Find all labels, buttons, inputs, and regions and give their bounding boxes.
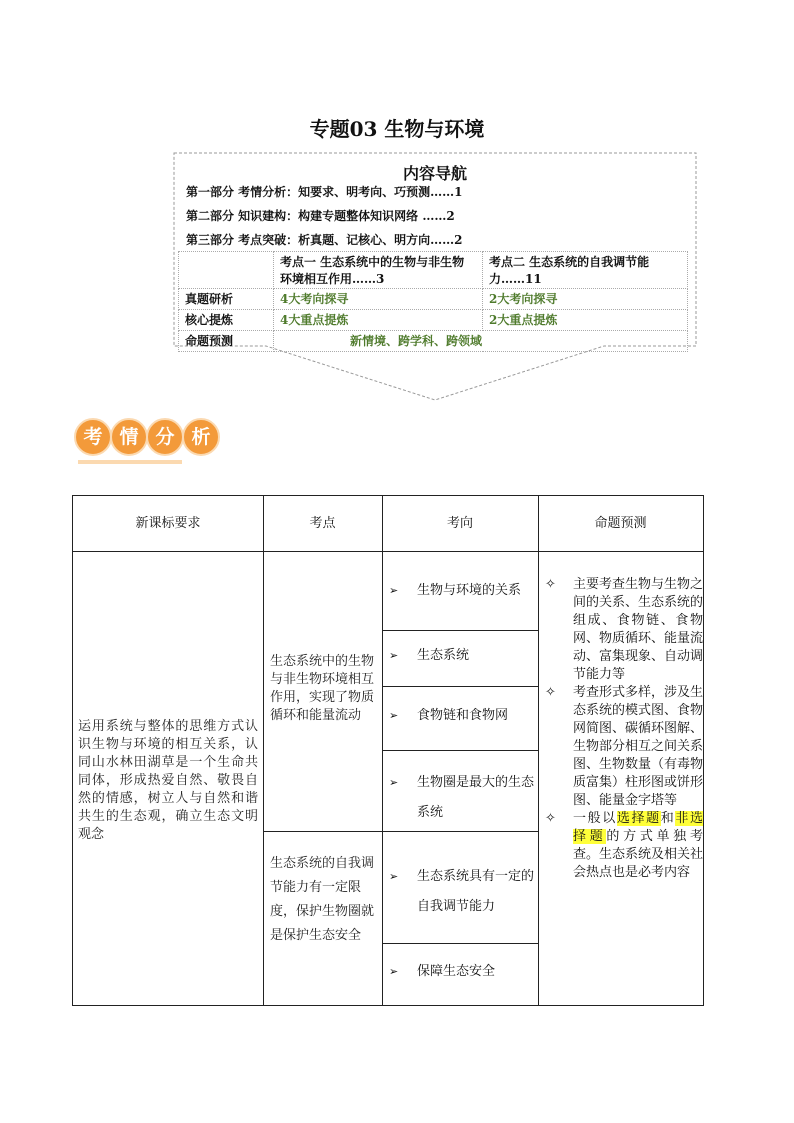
arrow-icon: ➢ — [389, 870, 399, 883]
nav-cell[interactable]: 2大考向探寻 — [483, 289, 688, 310]
arrow-icon: ➢ — [389, 776, 399, 789]
table-divider — [382, 750, 538, 751]
header-direction: 考向 — [446, 516, 473, 531]
section-banner — [74, 418, 234, 458]
prediction-list — [543, 576, 703, 882]
table-divider — [382, 630, 538, 631]
table-divider — [382, 686, 538, 687]
exam-analysis-table: 新课标要求 考点 考向 命题预测 运用系统与整体的思维方式认识生物与环境的相互关系，认同山水林田湖草是一个生命共同体，形成热爱自然、敬畏自然的情感，树立人与自然和谐共生的生态观，确立生态文明观念 生态系统中的生物与非生物环境相互作用，实现了物质循环和能量流动 生态系统的自我调节能力有一定限度，保护生物圈就是保护生态安全 ➢ 生物与环境的关系 ➢ 生态系统 ➢ 食物链和食物网 ➢ 生物圈是最大的生态系统 ➢ 生态系统具有一定的自我调节能力 ➢ 保障生态安全 ✧ 主要考查生物与生物之间的关系、生态系统的组成、食物链、食物网、物质循环、能量流动、富集现象、自动调节能力等 ✧ 考查形式多样，涉及生态系统的模式图、食物网简图、碳循环图解、生物部分相互之间关系图、生物数量（有毒物质富集）柱形图或饼形图、能量金字塔等 ✧ 一般以选择题和非选择题的方式单独考查。生态系统及相关社会热点也是必考内容 — [72, 495, 704, 1006]
header-point: 考点 — [309, 516, 336, 531]
table-divider — [538, 496, 539, 1005]
table-divider — [382, 943, 538, 944]
arrow-icon: ➢ — [389, 584, 399, 597]
nav-cell-span[interactable]: 新情境、跨学科、跨领域 — [274, 331, 688, 352]
diamond-icon: ✧ — [545, 811, 556, 826]
banner-badge: 考 — [74, 418, 112, 456]
nav-table — [178, 251, 688, 352]
point-text: 生态系统中的生物与非生物环境相互作用，实现了物质循环和能量流动 — [270, 654, 375, 723]
requirement-text: 运用系统与整体的思维方式认识生物与环境的相互关系，认同山水林田湖草是一个生命共同体，形成热爱自然、敬畏自然的情感，树立人与自然和谐共生的生态观，确立生态文明观念 — [78, 719, 258, 842]
arrow-icon: ➢ — [389, 709, 399, 722]
table-divider — [263, 496, 264, 1005]
arrow-icon: ➢ — [389, 965, 399, 978]
nav-heading: 内容导航 — [402, 164, 467, 183]
point-text: 生态系统的自我调节能力有一定限度，保护生物圈就是保护生态安全 — [270, 856, 375, 943]
header-requirement: 新课标要求 — [135, 516, 201, 531]
nav-cell[interactable]: 2大重点提炼 — [483, 310, 688, 331]
nav-row-label: 核心提炼 — [179, 310, 274, 331]
highlight: 非选择题 — [573, 811, 703, 844]
prediction-item: ✧ 一般以选择题和非选择题的方式单独考查。生态系统及相关社会热点也是必考内容 — [545, 811, 704, 880]
table-divider — [263, 831, 538, 832]
nav-cell[interactable]: 4大重点提炼 — [274, 310, 483, 331]
nav-row-label: 真题研析 — [179, 289, 274, 310]
nav-part-2[interactable]: 第二部分 知识建构：构建专题整体知识网络 ……2 — [186, 209, 455, 223]
nav-topic-2[interactable]: 考点二 生态系统的自我调节能力……11 — [483, 252, 688, 289]
banner-badge: 析 — [182, 418, 220, 456]
prediction-item: ✧ 考查形式多样，涉及生态系统的模式图、食物网简图、碳循环图解、生物部分相互之间关系图、生物数量（有毒物质富集）柱形图或饼形图、能量金字塔等 — [545, 685, 704, 808]
table-divider — [73, 551, 703, 552]
header-prediction: 命题预测 — [594, 516, 647, 531]
arrow-icon: ➢ — [389, 649, 399, 662]
nav-cell[interactable]: 4大考向探寻 — [274, 289, 483, 310]
banner-underline — [78, 460, 182, 464]
prediction-item: ✧ 主要考查生物与生物之间的关系、生态系统的组成、食物链、食物网、物质循环、能量流动、富集现象、自动调节能力等 — [545, 577, 704, 682]
nav-topic-1[interactable]: 考点一 生态系统中的生物与非生物环境相互作用……3 — [274, 252, 483, 289]
diamond-icon: ✧ — [545, 577, 556, 592]
content-navigation-box — [172, 151, 698, 403]
diamond-icon: ✧ — [545, 685, 556, 700]
nav-part-3[interactable]: 第三部分 考点突破：析真题、记核心、明方向……2 — [186, 233, 463, 247]
banner-badge: 分 — [146, 418, 184, 456]
highlight: 选择题 — [616, 811, 661, 826]
nav-part-1[interactable]: 第一部分 考情分析：知要求、明考向、巧预测……1 — [186, 185, 463, 199]
page-title: 专题03 生物与环境 — [309, 117, 485, 141]
nav-row-label: 命题预测 — [179, 331, 274, 352]
banner-badge: 情 — [110, 418, 148, 456]
